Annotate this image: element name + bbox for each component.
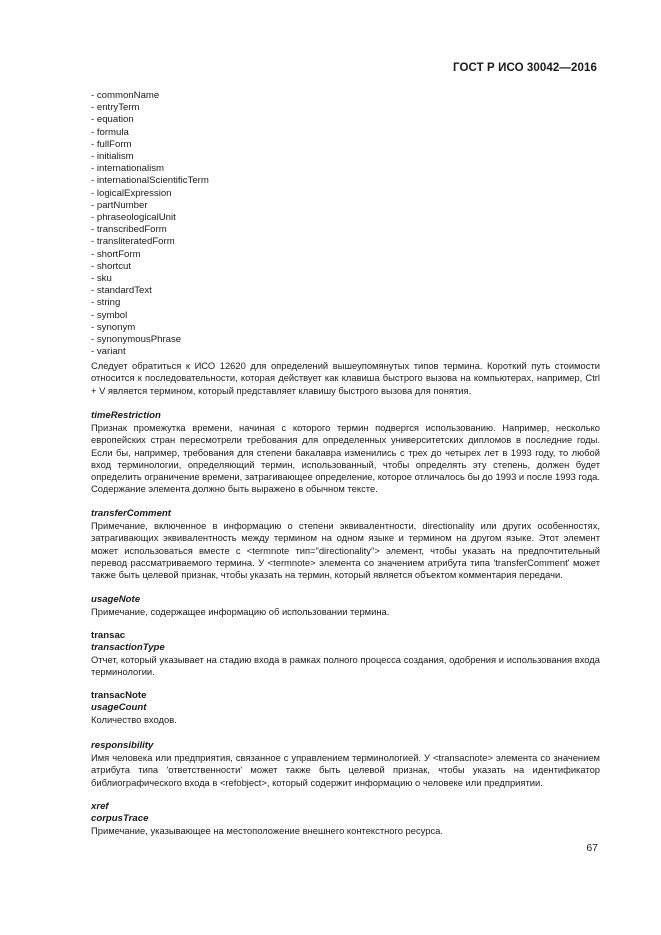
list-item: - internationalScientificTerm (91, 175, 209, 187)
intro-paragraph: Следует обратиться к ИСО 12620 для определений вышеупомянутых типов термина. Короткий путь стоимости относится к последовательности, которая действует как клавиша быстрого вызова на компьютерах, например, Ctrl + V является термином, который представляет клавишу быстрого вызова для понятия. (91, 360, 600, 396)
list-item: - transliteratedForm (91, 236, 175, 248)
list-item: - string (91, 297, 121, 309)
term-heading-transacnote: transacNote (91, 690, 147, 701)
transfercomment-paragraph: Примечание, включенное в информацию о степени эквивалентности, directionality или других особенностях, затрагивающих эквивалентность между термином на одном языке и термином на другом языке. Этот элемент может использоваться вместе с <termnote тип="directionality"> элемент, чтобы указать на предпочтительный перевод рассматриваемого термина. У <termnote> элемента со значением атрибута типа 'transferComment' может также быть целевой признак, чтобы указать на термин, который является объектом комментария передачи. (91, 520, 600, 581)
list-item: - synonym (91, 321, 136, 333)
list-item: - partNumber (91, 199, 148, 211)
usagenote-paragraph: Примечание, содержащее информацию об использовании термина. (91, 606, 390, 617)
term-heading-responsibility: responsibility (91, 740, 154, 751)
list-item: - equation (91, 114, 134, 126)
list-item: - symbol (91, 309, 128, 321)
list-item: - phraseologicalUnit (91, 212, 176, 224)
list-item: - fullForm (91, 138, 132, 150)
list-item: - initialism (91, 151, 134, 163)
list-item: - internationalism (91, 163, 165, 175)
list-item: - standardText (91, 285, 152, 297)
list-item: - commonName (91, 90, 160, 101)
document-header: ГОСТ Р ИСО 30042—2016 (452, 62, 597, 74)
responsibility-paragraph: Имя человека или предприятия, связанное с управлением терминологией. У <transacnote> элемента со значением атрибута типа 'ответственности' может также быть целевой признак, чтобы указать на идентификатор библиографического входа в <refobject>, который содержит информацию о человеке или предприятии. (91, 752, 600, 788)
term-heading-timerestriction: timeRestriction (91, 410, 161, 421)
list-item: - formula (91, 126, 129, 138)
list-item: - sku (91, 273, 112, 285)
term-heading-transfercomment: transferComment (91, 508, 171, 519)
timerestriction-paragraph: Признак промежутка времени, начиная с которого термин подвергся использованию. Например, несколько европейских стран пересмотрели требования для определенных университетских дипломов в последние годы. Если бы, например, требования для степени бакалавра изменились с трех до четырех лет в 1993 году, то любой вход терминологии, определяющий термин, использованный, чтобы определять эту степень, должен будет определить ограничение времени, затрагивающее определение, которое отличалось бы до 1993 и после 1993 года. Содержание элемента должно быть выражено в обычном тексте. (91, 422, 600, 495)
term-heading-transac: transac (91, 630, 126, 641)
list-item: - entryTerm (91, 102, 140, 114)
list-item: - synonymousPhrase (91, 334, 182, 346)
term-heading-corpustrace: corpusTrace (91, 813, 149, 824)
list-item: - variant (91, 346, 126, 358)
transacnote-paragraph: Количество входов. (91, 714, 177, 725)
term-heading-usagenote: usageNote (91, 594, 141, 605)
list-item: - transcribedForm (91, 224, 167, 236)
term-heading-usagecount: usageCount (91, 702, 147, 713)
term-heading-xref: xref (91, 801, 109, 812)
list-item: - shortForm (91, 248, 141, 260)
term-type-list (91, 90, 209, 358)
xref-paragraph: Примечание, указывающее на местоположение внешнего контекстного ресурса. (91, 825, 443, 836)
term-heading-transactiontype: transactionType (91, 642, 165, 653)
page-number: 67 (586, 842, 598, 854)
list-item: - logicalExpression (91, 187, 172, 199)
transac-paragraph: Отчет, который указывает на стадию входа в рамках полного процесса создания, одобрения и использования входа терминологии. (91, 654, 600, 678)
list-item: - shortcut (91, 260, 131, 272)
